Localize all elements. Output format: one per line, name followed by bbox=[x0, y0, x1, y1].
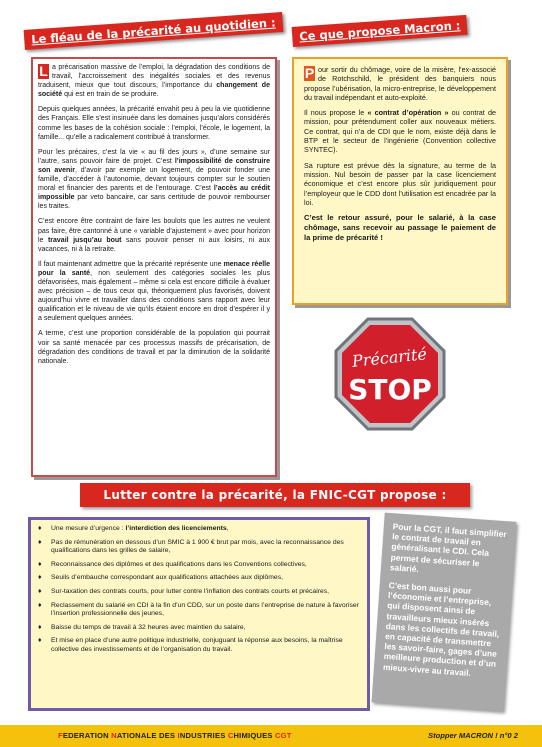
text-run: Une mesure d’urgence : bbox=[51, 525, 126, 532]
article-paragraph bbox=[304, 65, 496, 102]
proposals-banner: Lutter contre la précarité, la FNIC-CGT propose : bbox=[80, 483, 470, 507]
article-paragraph bbox=[38, 260, 270, 324]
left-section-title: Le fléau de la précarité au quotidien : bbox=[24, 12, 284, 50]
proposal-item bbox=[37, 539, 361, 556]
proposal-item bbox=[37, 602, 361, 619]
footer-word: ATIONALE DES bbox=[116, 731, 178, 740]
article-paragraph bbox=[38, 217, 270, 253]
footer-initial: C bbox=[227, 731, 234, 740]
text-run: par veto bancaire, car sans certitude de pouvoir rembourser les traites. bbox=[38, 194, 270, 211]
text-run-bold: l’interdiction des licenciements bbox=[125, 525, 227, 532]
text-run: Sur-taxation des contrats courts, pour lutter contre l’inflation des contrats courts et précaires, bbox=[51, 587, 330, 595]
proposals-box bbox=[28, 517, 370, 711]
article-paragraph: Depuis quelques années, la précarité envahit peu à peu la vie quotidienne des Français. Elle s’est insinuée dans les domaines jusqu’alors considérés comme les bases de la cohésion sociale : l’emploi, l’école, le logement, la famille... qu’elle a radicalement contribué à transformer. bbox=[38, 106, 270, 141]
proposals-list bbox=[37, 525, 361, 655]
proposal-item bbox=[37, 624, 361, 633]
proposal-item bbox=[37, 561, 361, 570]
text-run: Il faut maintenant admettre que la précarité représente une bbox=[38, 260, 224, 268]
article-conclusion: C’est le retour assuré, pour le salarié, à la case chômage, sans recevoir au passage le paiement de la prime de précarité ! bbox=[304, 213, 496, 242]
diamond-bullet-icon: ♦ bbox=[38, 538, 42, 546]
text-run: ou contrat de mission, pour prétendument coller aux nouveaux métiers. Ce contrat, qui n’a de CDI que le nom, existe déjà dans le BTP et le secteur de l’ingénierie (Convention collective SYNTEC). bbox=[304, 108, 496, 155]
diamond-bullet-icon: ♦ bbox=[38, 601, 42, 609]
proposal-item bbox=[37, 588, 361, 597]
cgt-position-box bbox=[372, 513, 517, 712]
text-run: Il nous propose le bbox=[304, 108, 368, 118]
stop-sign-image bbox=[330, 315, 450, 435]
article-paragraph: Sa rupture est prévue dès la signature, au terme de la mission. Nul besoin de passer par la case licenciement économique et c’est encore plus sûr juridiquement pour l’employeur que le CDD dont l’utilisation est encadrée par la loi. bbox=[304, 160, 496, 207]
footer-issue-page: Stopper MACRON ! n°0 2 bbox=[428, 731, 518, 740]
dropcap: P bbox=[304, 65, 315, 81]
diamond-bullet-icon: ♦ bbox=[38, 574, 42, 582]
text-run-bold: changement de société bbox=[38, 82, 270, 99]
diamond-bullet-icon: ♦ bbox=[38, 525, 42, 532]
text-run: , d’avoir par exemple un logement, de pouvoir fonder une famille, d’accéder à l’autonomie, devant toujours compter sur le soutien moral et financier des parents et de l’entourage. C’est bbox=[38, 166, 270, 193]
macron-proposal-box bbox=[292, 57, 508, 305]
text-run: , bbox=[226, 525, 229, 532]
article-paragraph bbox=[304, 108, 496, 154]
dropcap: L bbox=[39, 63, 48, 79]
text-run: Seuils d’embauche correspondant aux qualifications attachées aux diplômes, bbox=[51, 574, 283, 582]
footer-federation-name bbox=[58, 725, 292, 747]
text-run: Reclassement du salarié en CDI à la fin d’un CDD, sur un poste dans l’entreprise de nature à favoriser l’insertion professionnelle des jeunes, bbox=[51, 601, 359, 618]
diamond-bullet-icon: ♦ bbox=[38, 623, 42, 631]
footer-bar bbox=[0, 725, 542, 747]
footer-initial: F bbox=[58, 731, 63, 740]
footer-cgt: CGT bbox=[274, 731, 292, 740]
text-run-bold: travail jusqu’au bout bbox=[47, 236, 122, 244]
precarity-article-box bbox=[31, 57, 277, 477]
proposal-item bbox=[37, 637, 361, 654]
footer-initial: N bbox=[111, 731, 117, 740]
text-run-bold: l’accès au crédit impossible bbox=[38, 185, 271, 202]
text-run: Pour les précaires, c’est la vie « au fil des jours », d’une semaine sur l’autre, sans pouvoir faire de projet. C’est bbox=[38, 148, 270, 165]
right-section-title: Ce que propose Macron : bbox=[292, 15, 468, 47]
footer-initial: I bbox=[177, 731, 180, 740]
diamond-bullet-icon: ♦ bbox=[38, 560, 42, 568]
text-run: sans pouvoir penser ni aux loisirs, ni aux vacances, ni à la retraite. bbox=[38, 236, 270, 253]
text-run: qui est en train de se produire. bbox=[62, 91, 159, 99]
article-paragraph: A terme, c’est une proportion considérable de la population qui pourrait voir sa santé menacée par ces processus massifs de précarisation, de dégradation des conditions de travail et par la diminution de la solidarité nationale. bbox=[38, 330, 270, 365]
footer-word: EDERATION bbox=[62, 731, 112, 740]
footer-word: NDUSTRIES bbox=[179, 731, 228, 740]
text-run: C’est encore être contraint de faire les boulots que les autres ne veulent pas faire, être cantonné à une « variable d’ajustement » avec pour horizon le bbox=[38, 218, 270, 244]
diamond-bullet-icon: ♦ bbox=[38, 587, 42, 595]
text-run: a précarisation massive de l’emploi, la dégradation des conditions de travail, l’accroissement des inégalités sociales et des revenus traduisent, mieux que tout discours, l’importance du bbox=[38, 64, 270, 90]
diamond-bullet-icon: ♦ bbox=[38, 637, 42, 645]
text-run: Reconnaissance des diplômes et des qualifications dans les Conventions collectives, bbox=[51, 560, 307, 568]
text-run: Pas de rémunération en dessous d’un SMIC à 1 900 € brut par mois, avec la reconnaissance des qualifications dans les grilles de salaire, bbox=[51, 538, 344, 555]
cgt-paragraph: C’est bon aussi pour l’économie et l’entreprise, qui disposent ainsi de travailleurs mieux insérés dans les collectifs de travail, en capacité de transmettre les savoir-faire, gages d’une meilleure production et d’un mieux-vivre au travail. bbox=[382, 580, 500, 678]
text-run: , non seulement des catégories sociales les plus défavorisées, mais également – même si cela est encore difficile à évaluer avec précision – de tous ceux qui, théoriquement plus favorisés, doivent aujourd’hui vivre et travailler dans des conditions sans rapport avec leur qualification et le niveau de vie qu’ils étaient encore en droit d’espérer il y a seulement quelques années. bbox=[38, 269, 270, 323]
footer-word: HIMIQUES bbox=[233, 731, 275, 740]
article-paragraph bbox=[38, 63, 270, 99]
text-run: Et mise en place d’une autre politique industrielle, conjuguant la réponse aux besoins, la maîtrise collective des investissements et de l’organisation du travail. bbox=[51, 637, 343, 653]
stop-sign-top-text: Précarité bbox=[351, 344, 428, 371]
text-run: our sortir du chômage, voire de la misère, l’ex-associé de Rotchschild, le président des banquiers nous propose l’ubérisation, la micro-entreprise, le développement du travail indépendant et auto-exploité. bbox=[304, 65, 496, 102]
text-run: Baisse du temps de travail à 32 heures avec maintien du salaire, bbox=[51, 623, 246, 631]
text-run-bold: menace réelle pour la santé bbox=[38, 260, 270, 277]
text-run-bold: l’impossibilité de construire son avenir bbox=[38, 157, 270, 174]
cgt-paragraph: Pour la CGT, il faut simplifier le contrat de travail en généralisant le CDI. Cela permet de sécuriser le salarié. bbox=[389, 521, 507, 574]
proposal-item bbox=[37, 525, 361, 534]
text-run-bold: « contrat d’opération » bbox=[367, 108, 449, 118]
stop-sign-main-text: STOP bbox=[348, 373, 432, 406]
article-paragraph bbox=[38, 148, 270, 212]
proposal-item bbox=[37, 574, 361, 583]
